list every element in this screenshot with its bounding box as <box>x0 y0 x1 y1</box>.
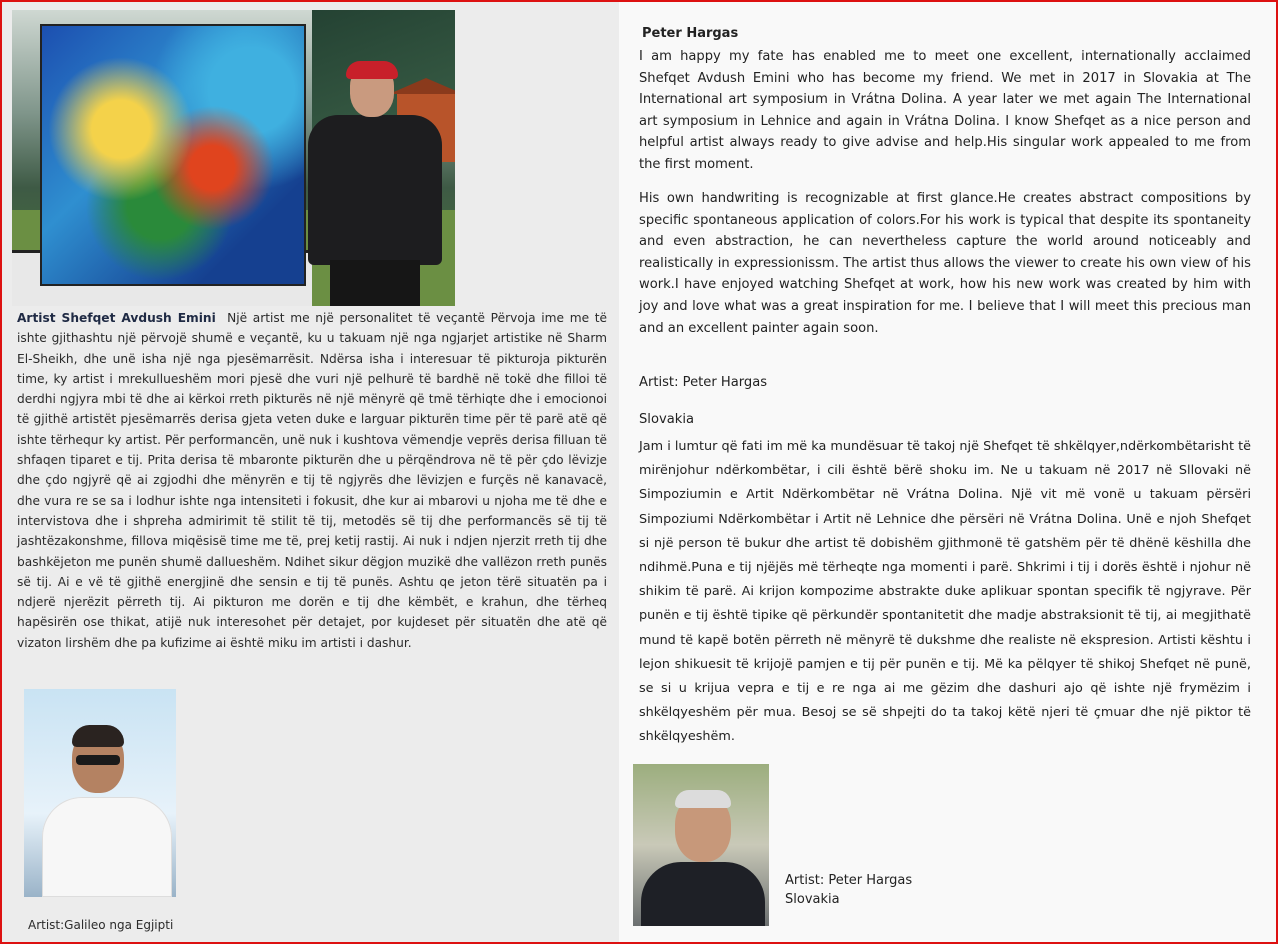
article-lead: Artist Shefqet Avdush Emini <box>17 311 216 325</box>
galileo-hair <box>72 725 124 747</box>
galileo-shirt <box>42 797 172 897</box>
english-paragraph-1: I am happy my fate has enabled me to meet one excellent, internationally acclaimed Shefqet Avdush Emini who has become my friend. We met in 2017 in Slovakia at The International art symposium in Vrátna Dolina. A year later we met again The International art symposium in Lehnice and again in Vrátna Dolina. I know Shefqet as a nice person and helpful artist always ready to give advise and help.His singular work appealed to me from the first moment. <box>639 49 1251 172</box>
artist-legs <box>330 260 420 306</box>
left-page <box>2 2 619 942</box>
artist-body <box>308 115 442 265</box>
galileo-sunglasses <box>76 755 120 765</box>
artist-with-painting-photo <box>12 10 455 306</box>
peter-jacket <box>641 862 765 926</box>
right-heading: Peter Hargas <box>642 26 739 41</box>
peter-hair <box>675 790 731 808</box>
right-page <box>619 2 1276 942</box>
artist-country-line: Slovakia <box>639 412 694 427</box>
peter-caption <box>785 871 912 909</box>
article-body: Një artist me një personalitet të veçantë Përvoja ime me të ishte gjithashtu një përvojë shumë e veçantë, ku u takuam një nga ngjarjet artistike në Sharm El-Sheikh, dhe unë isha një nga pjesëmarrësit. Ndërsa isha i interesuar të pikturoja pikturën time, ky artist i mrekullueshëm mori pjesë dhe vuri një pelhurë të bardhë në tokë dhe filloi të derdhi ngjyra mbi të dhe ai kërkoi rreth pikturës në një mënyrë që tmë tërhiqte dhe i emocionoi të gjithë artistët pjesëmarrës derisa gjeta veten duke e larguar pikturën time për të parë atë që ishte tërhequr ky artist. Për performancën, unë nuk i kushtova vëmendje veprës derisa filluan të shfaqen tiparet e tij. Prita derisa të mbaronte pikturën dhe u përqëndrova në të për çdo lëvizje dhe çdo ngjyrë që ai zgjodhi dhe mënyrën e tij të ngjyrës dhe lëvizjen e furçës në kanavacë, dhe vura re se sa i lodhur ishte nga intensiteti i fokusit, dhe kur ai mbarovi u njoha me të dhe e intervistova dhe i shpreha admirimit të stilit të tij, metodës së tij dhe performancës së tij të jashtëzakonshme, fillova miqësisë time me të, prej ketij rastij. Ai nuk i ndjen njerzit rreth tij dhe bashkëjeton me punën shumë dallueshëm. Ndihet sikur dëgjon muzikë dhe vallëzon rreth punës së tij. Ai e vë të gjithë energjinë dhe sensin e tij të punës. Ashtu qe jeton tërë situatën pa i ndjerë njerëzit përreth tij. Ai pikturon me dorën e tij dhe këmbët, e krahun, dhe tërheq hapësirën ose thikat, atijë nuk interesohet për detajet, por kujdeset për situatën dhe atë që vizaton lirshëm dhe pa kufizime ai është miku im artisti i dashur. <box>17 311 608 650</box>
english-paragraph-2: His own handwriting is recognizable at first glance.He creates abstract compositions by specific spontaneous application of colors.For his work is typical that despite its spontaneity and even abstraction, he can nevertheless capture the world around noticeably and realistically in expressionissm. The artist thus allows the viewer to create his own view of his work.I have enjoyed watching Shefqet at work, how his new work was created by him with joy and love what was a great inspiration for me. I believe that I will meet this precious man and an excellent painter again soon. <box>639 191 1251 336</box>
abstract-painting <box>42 26 304 284</box>
galileo-photo <box>24 689 176 897</box>
peter-caption-country: Slovakia <box>785 892 840 907</box>
galileo-caption: Artist:Galileo nga Egjipti <box>28 918 174 932</box>
albanian-paragraph: Jam i lumtur që fati im më ka mundësuar të takoj një Shefqet të shkëlqyer,ndërkombëtarisht të mirënjohur ndërkombëtar, i cili është bërë shoku im. Ne u takuam në 2017 në Sllovaki në Simpoziumin e Artit Ndërkombëtar në Vrátna Dolina. Një vit më vonë u takuam përsëri Simpoziumi Ndërkombëtar i Artit në Lehnice dhe përsëri në Vrátna Dolina. Unë e njoh Shefqet si një person të bukur dhe artist të dobishëm gjithmonë të gatshëm për të dhënë këshilla dhe ndihmë.Puna e tij njëjës më tërheqte nga momenti i parë. Shkrimi i tij i dorës është i njohur në shikim të parë. Ai krijon kompozime abstrakte duke aplikuar spontan specifik të ngjyrave. Për punën e tij është tipike që përkundër spontanitetit dhe madje abstraksionit të tij, ai megjithatë mund të kapë botën përreth në mënyrë të dukshme dhe realiste në ekspresion. Artisti kështu i lejon shikuesit të krijojë pamjen e tij për punën e tij. Më ka pëlqyer të shikoj Shefqet në punë, se si u krijua vepra e tij e re nga ai me gëzim dhe dashuri ajo që ishte një frymëzim i shkëlqyeshëm për mua. Besoj se së shpejti do ta takoj këtë njeri të çmuar dhe një piktor të shkëlqyeshëm. <box>639 439 1251 745</box>
peter-caption-name: Artist: Peter Hargas <box>785 873 913 888</box>
artist-figure <box>300 65 450 306</box>
peter-hargas-photo <box>633 764 769 926</box>
artist-bandana <box>346 61 398 79</box>
left-article <box>17 308 607 653</box>
artist-signature-line: Artist: Peter Hargas <box>639 375 768 390</box>
